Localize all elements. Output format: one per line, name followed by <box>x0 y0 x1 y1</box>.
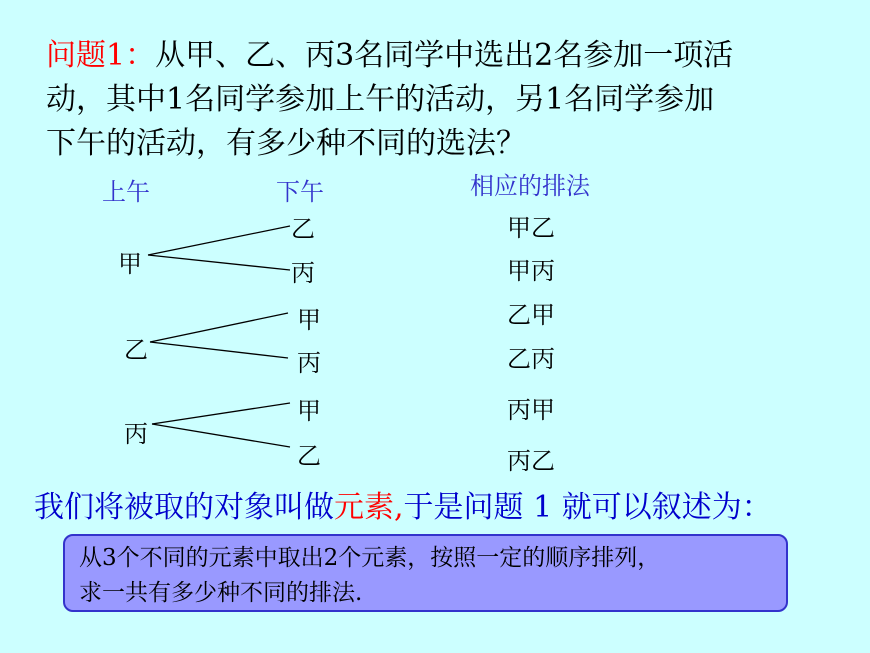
root-node: 甲 <box>118 250 142 278</box>
leaf-node: 乙 <box>291 215 315 243</box>
branch-line <box>150 313 288 342</box>
branch-line <box>152 403 290 424</box>
box-line-1: 从3个不同的元素中取出2个元素，按照一定的顺序排列， <box>79 545 661 571</box>
leaf-node: 丙 <box>291 259 315 287</box>
restated-problem-box <box>63 534 788 612</box>
result-item: 甲丙 <box>507 257 555 285</box>
leaf-node: 丙 <box>297 349 321 377</box>
header-afternoon: 下午 <box>276 178 324 206</box>
root-node: 丙 <box>124 420 148 448</box>
problem-label: 问题1： <box>46 38 156 73</box>
branch-line <box>150 342 288 358</box>
leaf-node: 甲 <box>297 397 321 425</box>
summary-sentence <box>34 482 854 526</box>
header-arrangements: 相应的排法 <box>470 172 590 200</box>
box-line-2: 求一共有多少种不同的排法. <box>79 580 363 606</box>
result-item: 丙乙 <box>507 447 555 475</box>
summary-suffix: 于是问题 1 就可以叙述为： <box>403 490 772 525</box>
leaf-node: 乙 <box>297 442 321 470</box>
problem-text-1: 从甲、乙、丙3名同学中选出2名参加一项活 <box>155 38 734 73</box>
leaf-node: 甲 <box>297 306 321 334</box>
result-item: 乙丙 <box>507 345 555 373</box>
header-morning: 上午 <box>102 178 150 206</box>
summary-highlight: 元素, <box>334 490 404 525</box>
summary-prefix: 我们将被取的对象叫做 <box>34 490 334 525</box>
result-item: 甲乙 <box>507 214 555 242</box>
problem-line-3: 下午的活动，有多少种不同的选法？ <box>46 126 526 161</box>
root-node: 乙 <box>124 336 148 364</box>
result-item: 丙甲 <box>507 396 555 424</box>
branch-line <box>148 226 290 255</box>
result-item: 乙甲 <box>507 301 555 329</box>
branch-line <box>152 424 290 447</box>
branch-line <box>148 255 290 270</box>
problem-line-2: 动，其中1名同学参加上午的活动，另1名同学参加 <box>46 82 715 117</box>
